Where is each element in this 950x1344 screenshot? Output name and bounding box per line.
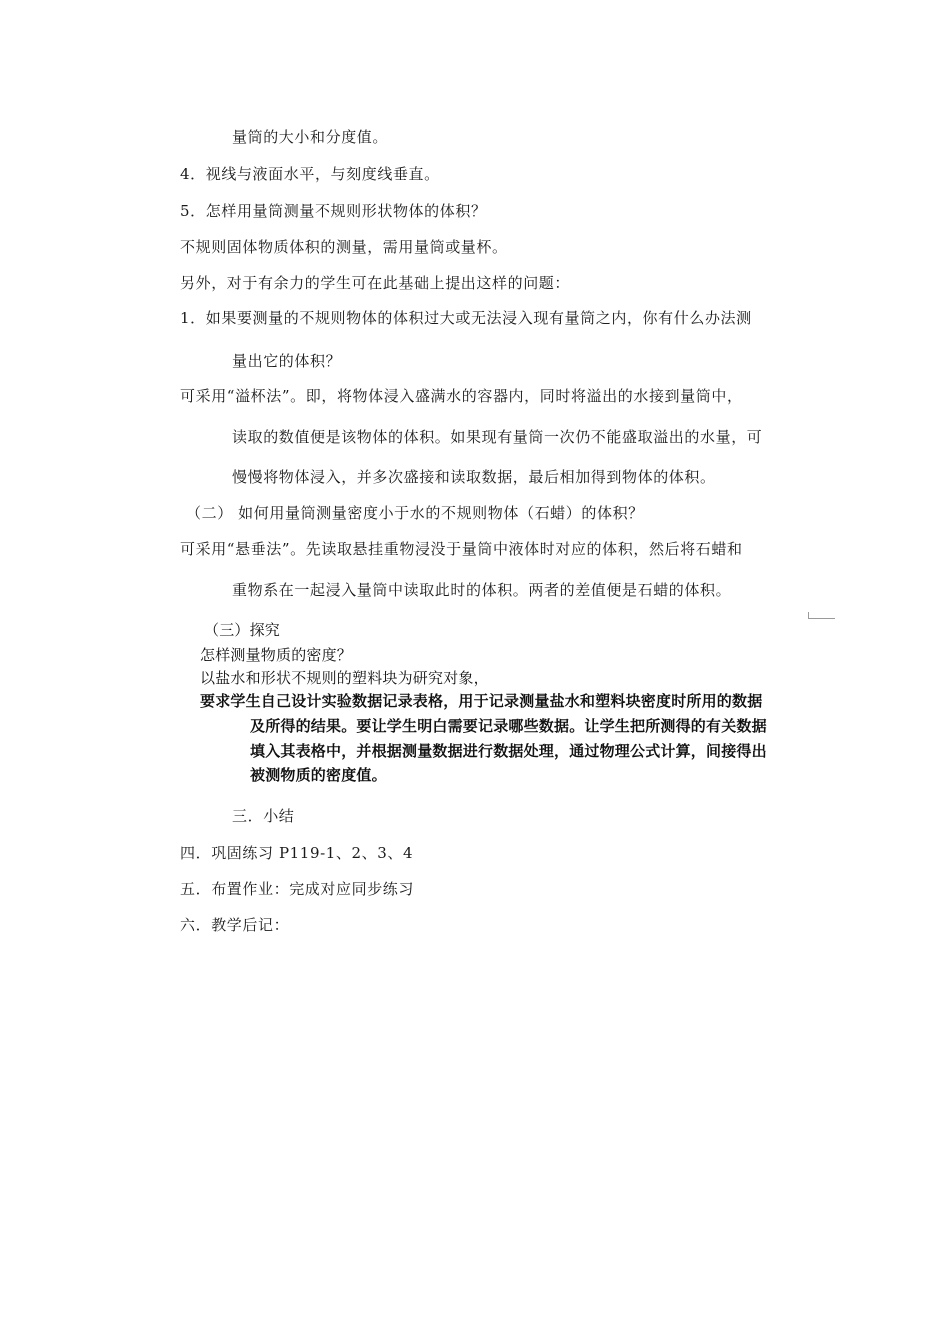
- scanned-requirement: 填入其表格中，并根据测量数据进行数据处理，通过物理公式计算，间接得出: [250, 742, 767, 760]
- scanned-requirement: 被测物质的密度值。: [250, 766, 387, 784]
- scanned-requirement: 要求学生自己设计实验数据记录表格，用于记录测量盐水和塑料块密度时所用的数据: [200, 692, 763, 710]
- text-line: 重物系在一起浸入量筒中读取此时的体积。两者的差值便是石蜡的体积。: [232, 581, 732, 599]
- text-line: 量筒的大小和分度值。: [232, 128, 389, 146]
- section-notes: 六．教学后记：: [180, 916, 290, 934]
- section-homework: 五．布置作业：完成对应同步练习: [180, 880, 415, 898]
- list-item-1: 1．如果要测量的不规则物体的体积过大或无法浸入现有量筒之内，你有什么办法测: [180, 309, 752, 327]
- scanned-heading: （三）探究: [204, 621, 281, 639]
- scanned-requirement: 及所得的结果。要让学生明白需要记录哪些数据。让学生把所测得的有关数据: [250, 717, 767, 735]
- scanned-question: 怎样测量物质的密度？: [200, 646, 353, 664]
- scanned-object: 以盐水和形状不规则的塑料块为研究对象，: [200, 669, 489, 687]
- section-summary: 三．小结: [232, 807, 295, 825]
- text-line: 另外，对于有余力的学生可在此基础上提出这样的问题：: [180, 274, 571, 292]
- section-practice: 四．巩固练习 P119-1、2、3、4: [180, 844, 414, 862]
- text-line: 量出它的体积？: [232, 352, 342, 370]
- text-line: 可采用“悬垂法”。先读取悬挂重物浸没于量筒中液体时对应的体积，然后将石蜡和: [180, 540, 743, 558]
- text-line: 不规则固体物质体积的测量，需用量筒或量杯。: [180, 238, 508, 256]
- list-item-5: 5．怎样用量筒测量不规则形状物体的体积？: [180, 202, 487, 220]
- list-item-4: 4．视线与液面水平，与刻度线垂直。: [180, 165, 440, 183]
- text-line: 慢慢将物体浸入，并多次盛接和读取数据，最后相加得到物体的体积。: [232, 468, 716, 486]
- corner-mark: [808, 612, 835, 619]
- section-heading: （二） 如何用量筒测量密度小于水的不规则物体（石蜡）的体积？: [186, 504, 644, 522]
- text-line: 可采用“溢杯法”。即，将物体浸入盛满水的容器内，同时将溢出的水接到量筒中，: [180, 387, 743, 405]
- text-line: 读取的数值便是该物体的体积。如果现有量筒一次仍不能盛取溢出的水量，可: [232, 428, 763, 446]
